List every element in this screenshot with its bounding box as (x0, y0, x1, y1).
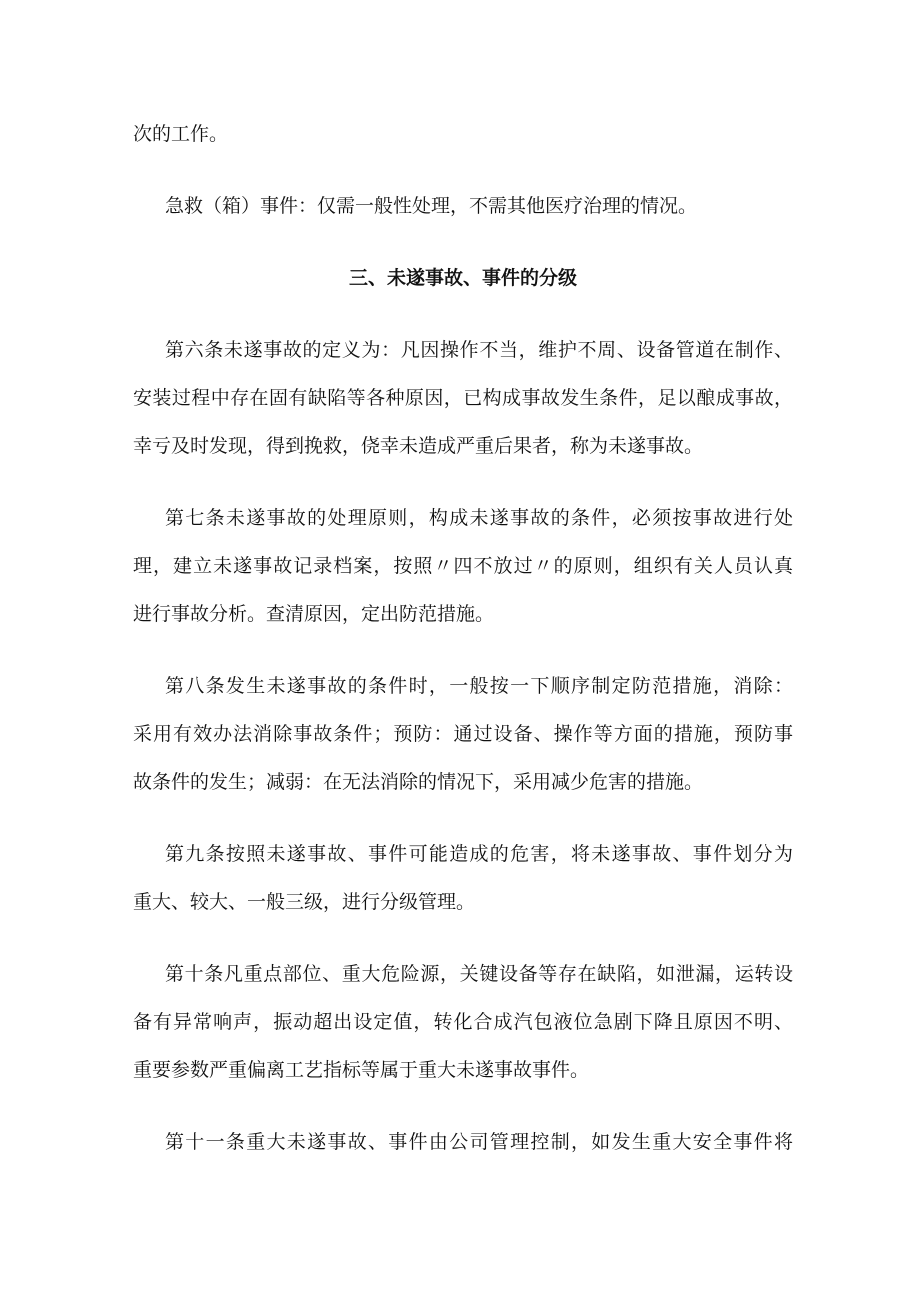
paragraph-gap (133, 1094, 793, 1118)
text-line: 重要参数严重偏离工艺指标等属于重大未遂事故事件。 (133, 1059, 590, 1081)
text-line: 第七条未遂事故的处理原则，构成未遂事故的条件，必须按事故进行处 (165, 507, 793, 529)
paragraph-article-9 (133, 830, 793, 926)
text-line: 进行事故分析。查清原因，定出防范措施。 (133, 603, 495, 625)
text-line: 第十条凡重点部位、重大危险源，关键设备等存在缺陷，如泄漏，运转设 (165, 963, 793, 985)
text-line: 安装过程中存在固有缺陷等各种原因，已构成事故发生条件，足以酿成事故， (133, 387, 793, 409)
text-line: 采用有效办法消除事故条件；预防：通过设备、操作等方面的措施，预防事 (133, 723, 793, 745)
text-line: 理，建立未遂事故记录档案，按照〃四不放过〃的原则，组织有关人员认真 (133, 555, 793, 577)
paragraph-gap (133, 470, 793, 494)
section-heading: 三、未遂事故、事件的分级 (348, 267, 577, 289)
paragraph-gap (133, 638, 793, 662)
text-line: 重大、较大、一般三级，进行分级管理。 (133, 891, 476, 913)
paragraph-gap (133, 926, 793, 950)
text-line: 急救（箱）事件：仅需一般性处理，不需其他医疗治理的情况。 (165, 195, 698, 217)
text-line: 备有异常响声，振动超出设定值，转化合成汽包液位急剧下降且原因不明、 (133, 1011, 793, 1033)
paragraph-gap (133, 806, 793, 830)
paragraph-article-8 (133, 662, 793, 806)
text-line: 幸亏及时发现，得到挽救，侥幸未造成严重后果者，称为未遂事故。 (133, 435, 704, 457)
paragraph-gap (133, 158, 793, 182)
text-line: 故条件的发生；减弱：在无法消除的情况下，采用减少危害的措施。 (133, 771, 704, 793)
paragraph-continuation (133, 110, 793, 158)
text-line: 第十一条重大未遂事故、事件由公司管理控制，如发生重大安全事件将 (165, 1131, 793, 1153)
paragraph-article-6 (133, 326, 793, 470)
paragraph-article-11 (133, 1118, 793, 1166)
paragraph-article-7 (133, 494, 793, 638)
paragraph-article-10 (133, 950, 793, 1094)
paragraph-gap (133, 230, 793, 254)
text-line: 第九条按照未遂事故、事件可能造成的危害，将未遂事故、事件划分为 (165, 843, 793, 865)
paragraph-first-aid-event (133, 182, 793, 230)
text-line: 第六条未遂事故的定义为：凡因操作不当，维护不周、设备管道在制作、 (165, 339, 793, 361)
paragraph-gap (133, 302, 793, 326)
text-line: 次的工作。 (133, 123, 229, 145)
document-page (133, 110, 793, 1166)
text-line: 第八条发生未遂事故的条件时，一般按一下顺序制定防范措施，消除： (165, 675, 793, 697)
